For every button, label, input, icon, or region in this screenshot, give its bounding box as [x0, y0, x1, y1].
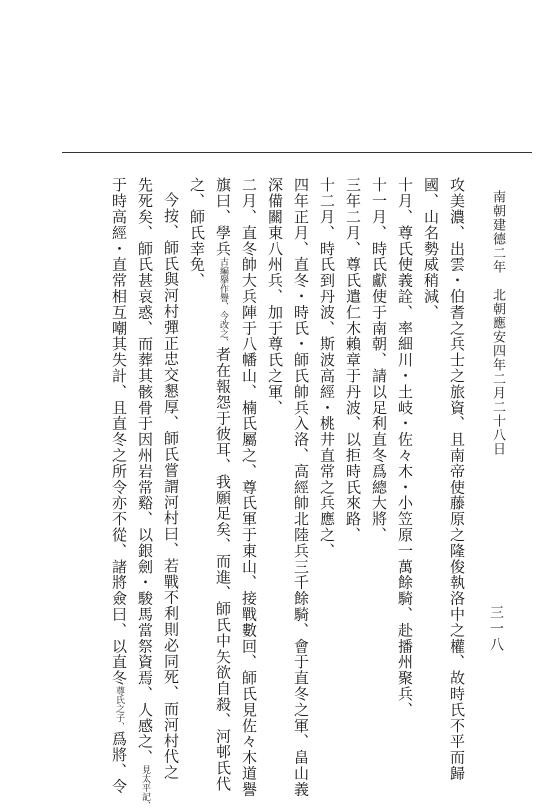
text-column: 十月、尊氏使義詮、率細川・土岐・佐々木・小笠原一萬餘騎、赴播州聚兵、 — [396, 177, 414, 718]
text-column — [106, 177, 132, 795]
interlinear-note: 尊氏之子、 — [114, 685, 124, 731]
column-text: 于時高經・直常相互嘲其失計、且直冬之所令亦不從、諸將僉曰、以直冬 — [110, 177, 128, 686]
text-column — [210, 177, 236, 792]
body-text — [106, 177, 470, 810]
text-column — [132, 177, 158, 810]
text-column: 今按、師氏與河村彈正忠交懇厚、師氏嘗謂河村曰、若戰不利則必同死、而河村代之 — [162, 192, 180, 781]
text-column: 深備關東八州兵、加于尊氏之軍、 — [266, 177, 284, 416]
page-number: 三一八 — [488, 605, 504, 653]
column-text: 先死矣、師氏甚哀惑、而葬其骸骨于因州岩常谿、以銀劍・駿馬當祭資焉、人感之、 — [136, 177, 154, 766]
text-column: 二月、直冬帥大兵陣于八幡山、楠氏屬之、尊氏軍于東山、接戰數回、師氏見佐々木道譽 — [240, 177, 258, 798]
running-header: 南朝建德二年 北朝應安四年二月二十八日 — [490, 190, 505, 456]
column-text: 旗曰、學兵 — [214, 177, 232, 257]
text-column: 三年二月、尊氏遣仁木賴章于丹波、以拒時氏來路、 — [344, 177, 362, 543]
text-column: 國、山名勢威稍減、 — [422, 177, 440, 321]
text-column: 攻美濃、出雲・伯耆之兵士之旅資、且南帝使藤原之隆俊執洛中之權、故時氏不平而歸 — [448, 177, 466, 782]
column-text: 爲將、令 — [110, 730, 128, 795]
interlinear-note: 見太平記、 — [140, 765, 150, 810]
text-column: 十一月、時氏獻使于南朝、請以足利直冬爲總大將、 — [370, 177, 388, 543]
interlinear-note: 古編擧作譽、今改之、 — [218, 256, 228, 347]
text-column: 四年正月、直冬・時氏・師氏帥兵入洛、高經帥北陸兵三千餘騎、會于直冬之軍、畠山義 — [292, 177, 310, 798]
header-rule — [62, 152, 532, 153]
text-column: 十二月、時氏到丹波、斯波高經・桃井直常之兵應之、 — [318, 177, 336, 559]
text-column: 之、師氏幸免、 — [188, 177, 206, 289]
column-text: 者在報怨于彼耳、我願足矣、而進、師氏中矢欲自殺、河邨氏代 — [214, 346, 232, 792]
